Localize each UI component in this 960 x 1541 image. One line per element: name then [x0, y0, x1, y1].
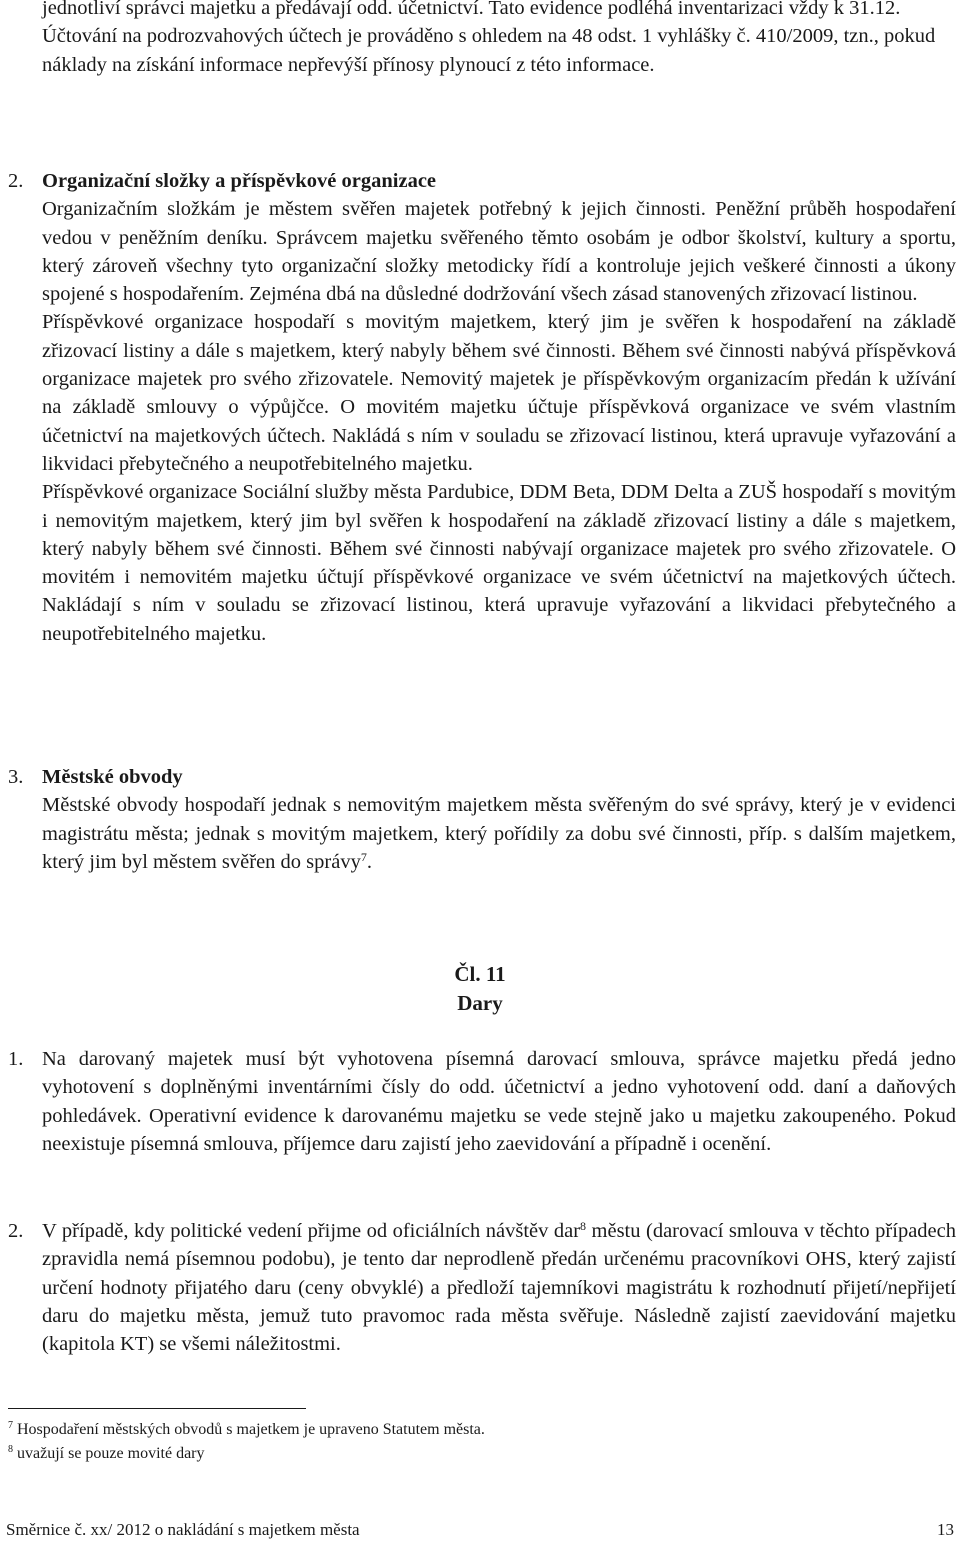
item-number: 1.	[8, 1048, 24, 1070]
paragraph-end: .	[366, 850, 372, 873]
article-title: Dary	[457, 991, 503, 1015]
paragraph-text: Organizačním složkám je městem svěřen majetek potřebný k jejich činnosti. Peněžní průběh hospodaření vedou v peněžním deníku. Správcem majetku svěřeného těmto osobám je odbor školství, kultury a sportu, který zároveň všechny tyto organizační složky metodicky řídí a kontroluje jejich veškeré činnosti a úkony spojené s hospodařením. Zejména dbá na důsledné dodržování všech zásad stanovených zřizovací listinou.	[42, 198, 956, 306]
footnote	[8, 1420, 485, 1440]
paragraph-text	[42, 791, 956, 876]
paragraph-body: městu (darovací smlouva v těchto případech zpravidla nemá písemnou podobu), je tento dar neprodleně předán určenému pracovníkovi OHS, který zajistí určení hodnoty přijatého daru (ceny obvyklé) a předloží tajemníkovi magistrátu k rozhodnutí přijetí/nepřijetí daru do majetku města, jemuž tuto pravomoc rada města svěřuje. Následně zajistí zaevidování majetku (kapitola KT) se všemi náležitostmi.	[42, 1220, 956, 1356]
item-1	[42, 1045, 956, 1158]
footnote-ref: 8	[580, 1219, 587, 1233]
paragraph-body: Městské obvody hospodaří jednak s nemovitým majetkem města svěřeným do své správy, který je v evidenci magistrátu města; jednak s movitým majetkem, který pořídily za dobu své činnosti, příp. s dalším majetkem, který jim byl městem svěřen do správy	[42, 794, 956, 873]
footnote-ref: 7	[360, 849, 367, 864]
section-2	[42, 167, 956, 648]
item-number: 2.	[8, 1220, 24, 1242]
section-number: 2.	[8, 170, 24, 192]
footnote-divider	[8, 1408, 306, 1409]
paragraph-text: Účtování na podrozvahových účtech je prováděno s ohledem na 48 odst. 1 vyhlášky č. 410/2009, tzn., pokud náklady na získání informace nepřevýší přínosy plynoucí z této informace.	[42, 25, 936, 76]
paragraph-text	[42, 1217, 956, 1358]
paragraph-text: jednotliví správci majetku a předávají odd. účetnictví. Tato evidence podléhá inventarizaci vždy k 31.12.	[42, 0, 901, 19]
paragraph-text: Příspěvkové organizace Sociální služby města Pardubice, DDM Beta, DDM Delta a ZUŠ hospodaří s movitým i nemovitým majetkem, který jim byl svěřen k hospodaření na základě zřizovací listiny a dále s majetkem, který nabyly během své činnosti. Během své činnosti nabývají organizace majetek pro svého zřizovatele. O movitém i nemovitém majetku účtují příspěvkové organizace ve svém účetnictví na majetkových účtech. Nakládají s ním v souladu se zřizovací listinou, která upravuje vyřazování a likvidaci přebytečného a neupotřebitelného majetku.	[42, 481, 956, 645]
section-heading: Organizační složky a příspěvkové organizace	[42, 170, 437, 192]
footnote-text: Hospodaření městských obvodů s majetkem je upraveno Statutem města.	[17, 1421, 485, 1438]
footnote-mark: 8	[8, 1444, 13, 1455]
paragraph-body: V případě, kdy politické vedení přijme od oficiálních návštěv dar	[42, 1220, 581, 1242]
section-number: 3.	[8, 766, 24, 788]
section-heading: Městské obvody	[42, 766, 183, 788]
article-number: Čl. 11	[454, 962, 506, 986]
paragraph-text: Na darovaný majetek musí být vyhotovena písemná darovací smlouva, správce majetku předá jedno vyhotovení s doplněnými inventárními čísly do odd. účetnictví a jedno vyhotovení odd. daní a daňových pohledávek. Operativní evidence k darovanému majetku se vede stejně jako u majetku zakoupeného. Pokud neexistuje písemná smlouva, příjemce daru zajistí jeho zaevidování a případně i ocenění.	[42, 1048, 956, 1155]
footnote-text: uvažují se pouze movité dary	[17, 1445, 205, 1462]
section-3	[42, 763, 956, 876]
page-number: 13	[937, 1520, 954, 1539]
paragraph-text: Příspěvkové organizace hospodaří s movitým majetkem, který jim je svěřen k hospodaření na základě zřizovací listiny a dále s majetkem, který nabyly během své činnosti. Během své činnosti nabývá příspěvková organizace majetek pro svého zřizovatele. Nemovitý majetek je příspěvkovým organizacím předán k užívání na základě smlouvy o výpůjčce. O movitém majetku účtuje příspěvková organizace ve svém vlastním účetnictví na majetkových účtech. Nakládá s ním v souladu se zřizovací listinou, která upravuje vyřazování a likvidaci přebytečného a neupotřebitelného majetku.	[42, 311, 956, 475]
top-paragraph	[42, 0, 956, 79]
footnote	[8, 1444, 205, 1464]
footnote-mark: 7	[8, 1420, 13, 1431]
footer-title: Směrnice č. xx/ 2012 o nakládání s majetkem města	[6, 1520, 360, 1539]
item-2	[42, 1217, 956, 1358]
